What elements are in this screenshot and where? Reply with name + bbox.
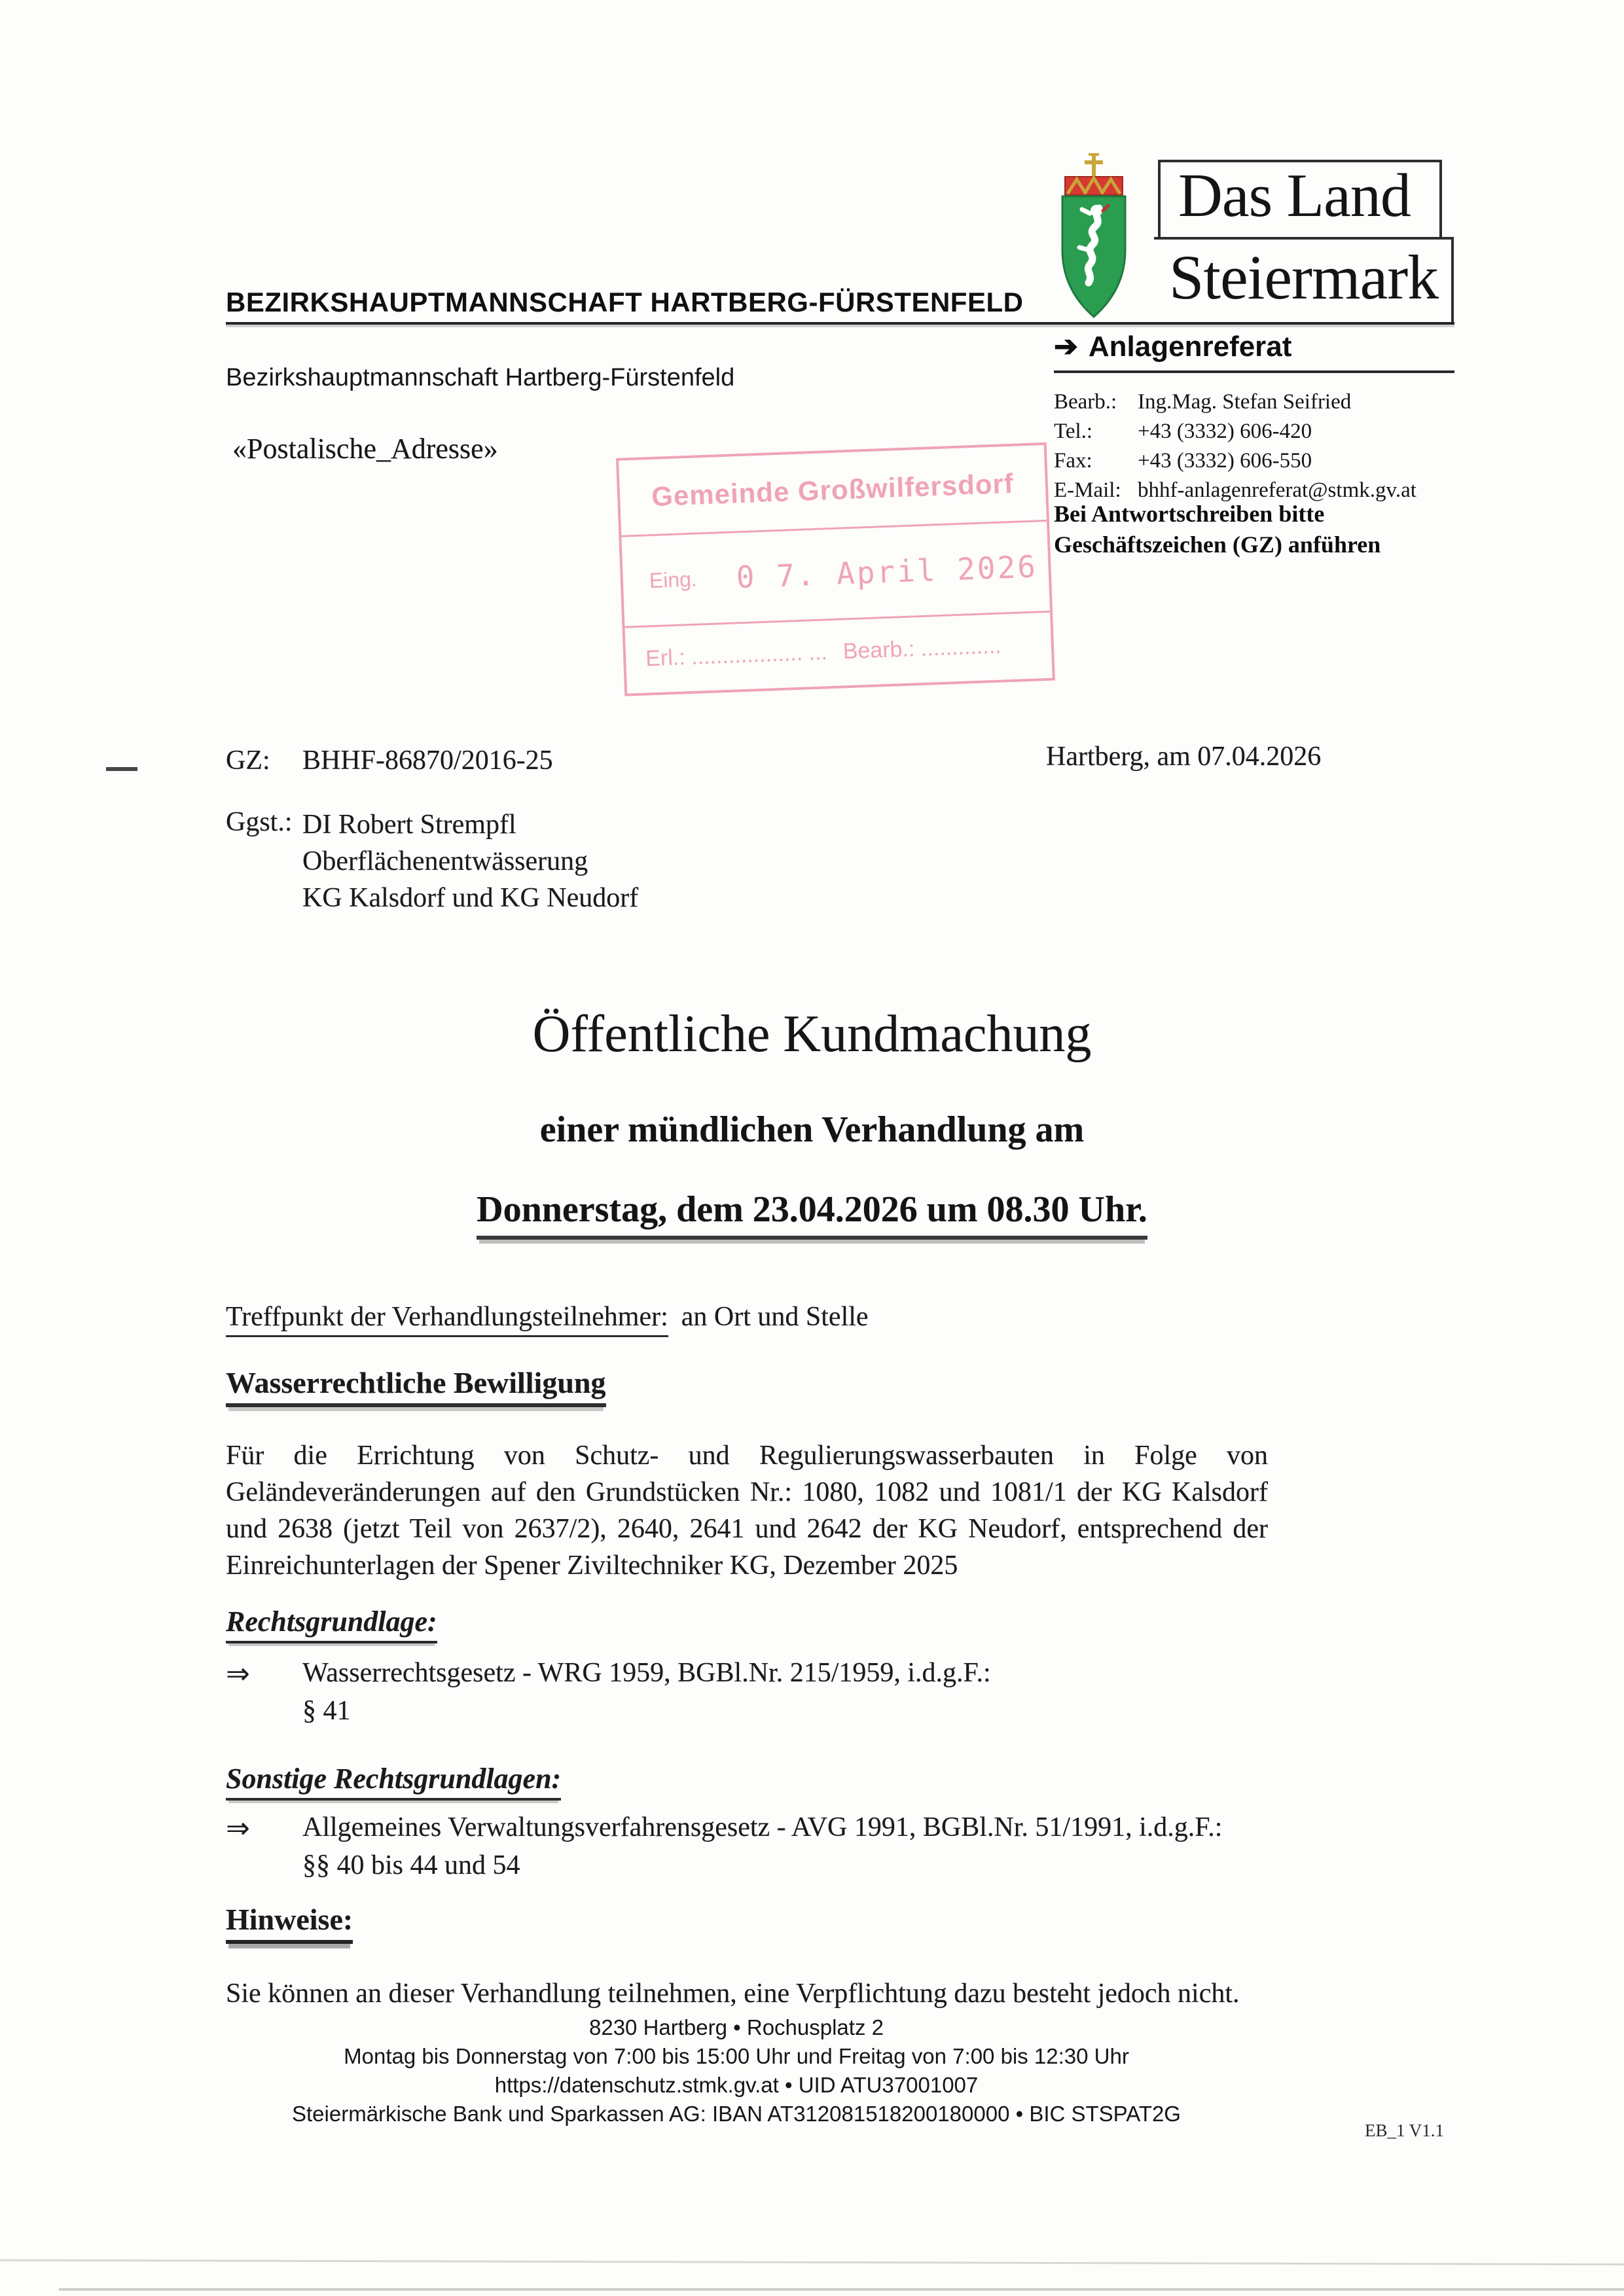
stamp-date-section [621, 522, 1050, 628]
footer-address-line: 8230 Hartberg • Rochusplatz 2 [589, 2015, 884, 2039]
bewilligung-paragraph: Für die Errichtung von Schutz- und Regulierungswasserbauten in Folge von Geländeveränderungen auf den Grundstücken Nr.: 1080, 1082 und 1081/1 der KG Kalsdorf und 2638 (jetzt Teil von 2637/2), 2640, 2641 und 2642 der KG Neudorf, entsprechend der Einreichunterlagen der Spener Ziviltechniker KG, Dezember 2025 [226, 1441, 1268, 1581]
section-heading-sonstige [226, 1762, 561, 1795]
department-name: Anlagenreferat [1088, 331, 1292, 363]
place-and-date: Hartberg, am 07.04.2026 [1046, 742, 1322, 772]
sonstige-heading-text: Sonstige Rechtsgrundlagen: [226, 1763, 561, 1801]
ggst-line-cadastre: KG Kalsdorf und KG Neudorf [302, 883, 639, 913]
footer-privacy-uid-line: https://datenschutz.stmk.gv.at • UID ATU37001007 [494, 2073, 979, 2097]
ggst-label: Ggst.: [226, 807, 293, 837]
announcement-title-row [0, 1005, 1624, 1064]
stamp-erl-line: Erl.: .................. ... [645, 639, 828, 672]
sonstige-paragraph-ref: §§ 40 bis 44 und 54 [302, 1850, 520, 1880]
bearb-value: Ing.Mag. Stefan Seifried [1138, 390, 1352, 414]
email-label: E-Mail: [1054, 478, 1121, 502]
form-version-code: EB_1 V1.1 [1365, 2121, 1445, 2140]
rechtsgrundlage-item: Wasserrechtsgesetz - WRG 1959, BGBl.Nr. 215/1959, i.d.g.F.: [302, 1658, 991, 1688]
rechtsgrundlage-paragraph-ref: § 41 [302, 1696, 351, 1726]
gz-number: BHHF-86870/2016-25 [302, 745, 553, 776]
double-arrow-icon: ⇒ [226, 1812, 250, 1844]
office-subtitle: Bezirkshauptmannschaft Hartberg-Fürstenfeld [226, 364, 735, 391]
reply-note-line2: Geschäftszeichen (GZ) anführen [1054, 531, 1381, 558]
announcement-subtitle-row [0, 1109, 1624, 1151]
logo-text-steiermark: Steiermark [1169, 242, 1439, 312]
scan-artifact-line [59, 2288, 1624, 2291]
ggst-lines [302, 806, 638, 916]
hinweise-heading-text: Hinweise: [226, 1903, 353, 1944]
announcement-title: Öffentliche Kundmachung [532, 1005, 1092, 1063]
gz-label: GZ: [226, 745, 270, 776]
reply-note [1054, 499, 1473, 560]
section-heading-hinweise [226, 1902, 353, 1937]
bearb-label: Bearb.: [1054, 390, 1117, 414]
postal-address-placeholder: «Postalische_Adresse» [232, 433, 498, 465]
stamp-received-date: 0 7. April 2026 [735, 548, 1038, 596]
header-rule [226, 322, 1454, 325]
scan-artifact-line [0, 2259, 1624, 2265]
announcement-datetime-row [0, 1189, 1624, 1240]
ggst-line-subject: Oberflächenentwässerung [302, 846, 588, 876]
footer-hours-line: Montag bis Donnerstag von 7:00 bis 15:00 Uhr und Freitag von 7:00 bis 12:30 Uhr [344, 2044, 1129, 2068]
footer-bank-line: Steiermärkische Bank und Sparkassen AG: IBAN AT312081518200180000 • BIC STSPAT2G [292, 2102, 1181, 2126]
announcement-subtitle: einer mündlichen Verhandlung am [539, 1109, 1085, 1150]
hinweise-sentence: Sie können an dieser Verhandlung teilnehmen, eine Verpflichtung dazu besteht jedoch nicht. [226, 1979, 1240, 2009]
email-value: bhhf-anlagenreferat@stmk.gv.at [1138, 478, 1416, 502]
fold-mark [106, 767, 137, 771]
arrow-right-icon: ➔ [1054, 331, 1078, 363]
tel-value: +43 (3332) 606-420 [1138, 420, 1312, 443]
fax-value: +43 (3332) 606-550 [1138, 449, 1312, 473]
stamp-municipality-name: Gemeinde Großwilfersdorf [651, 467, 1015, 512]
office-title: BEZIRKSHAUPTMANNSCHAFT HARTBERG-FÜRSTENFELD [226, 287, 1024, 317]
section-heading-bewilligung [226, 1365, 606, 1400]
reply-note-line1: Bei Antwortschreiben bitte [1054, 501, 1325, 527]
municipality-receipt-stamp [616, 442, 1055, 696]
contact-row-tel [1054, 417, 1473, 446]
logo-text-das-land: Das Land [1178, 162, 1411, 230]
stamp-eing-label: Eing. [649, 567, 698, 592]
stamp-bearb-line: Bearb.: ............. [842, 633, 1002, 664]
department-heading [1054, 330, 1291, 363]
tel-label: Tel.: [1054, 420, 1093, 443]
announcement-datetime: Donnerstag, dem 23.04.2026 um 08.30 Uhr. [477, 1189, 1147, 1240]
rechtsgrundlage-heading-text: Rechtsgrundlage: [226, 1605, 437, 1643]
double-arrow-icon: ⇒ [226, 1658, 250, 1690]
sonstige-item: Allgemeines Verwaltungsverfahrensgesetz - AVG 1991, BGBl.Nr. 51/1991, i.d.g.F.: [302, 1812, 1223, 1842]
meeting-point-value: an Ort und Stelle [681, 1302, 869, 1332]
contact-row-bearb [1054, 387, 1473, 417]
contact-row-fax [1054, 446, 1473, 476]
ggst-line-applicant: DI Robert Strempfl [302, 810, 516, 840]
contact-block [1054, 387, 1473, 505]
meeting-point-label: Treffpunkt der Verhandlungsteilnehmer: [226, 1302, 668, 1337]
department-rule [1054, 370, 1454, 373]
section-heading-rechtsgrundlage [226, 1605, 437, 1638]
meeting-point-row [226, 1301, 869, 1333]
bewilligung-heading-text: Wasserrechtliche Bewilligung [226, 1366, 606, 1407]
footer-block [111, 2013, 1362, 2128]
fax-label: Fax: [1054, 449, 1092, 473]
